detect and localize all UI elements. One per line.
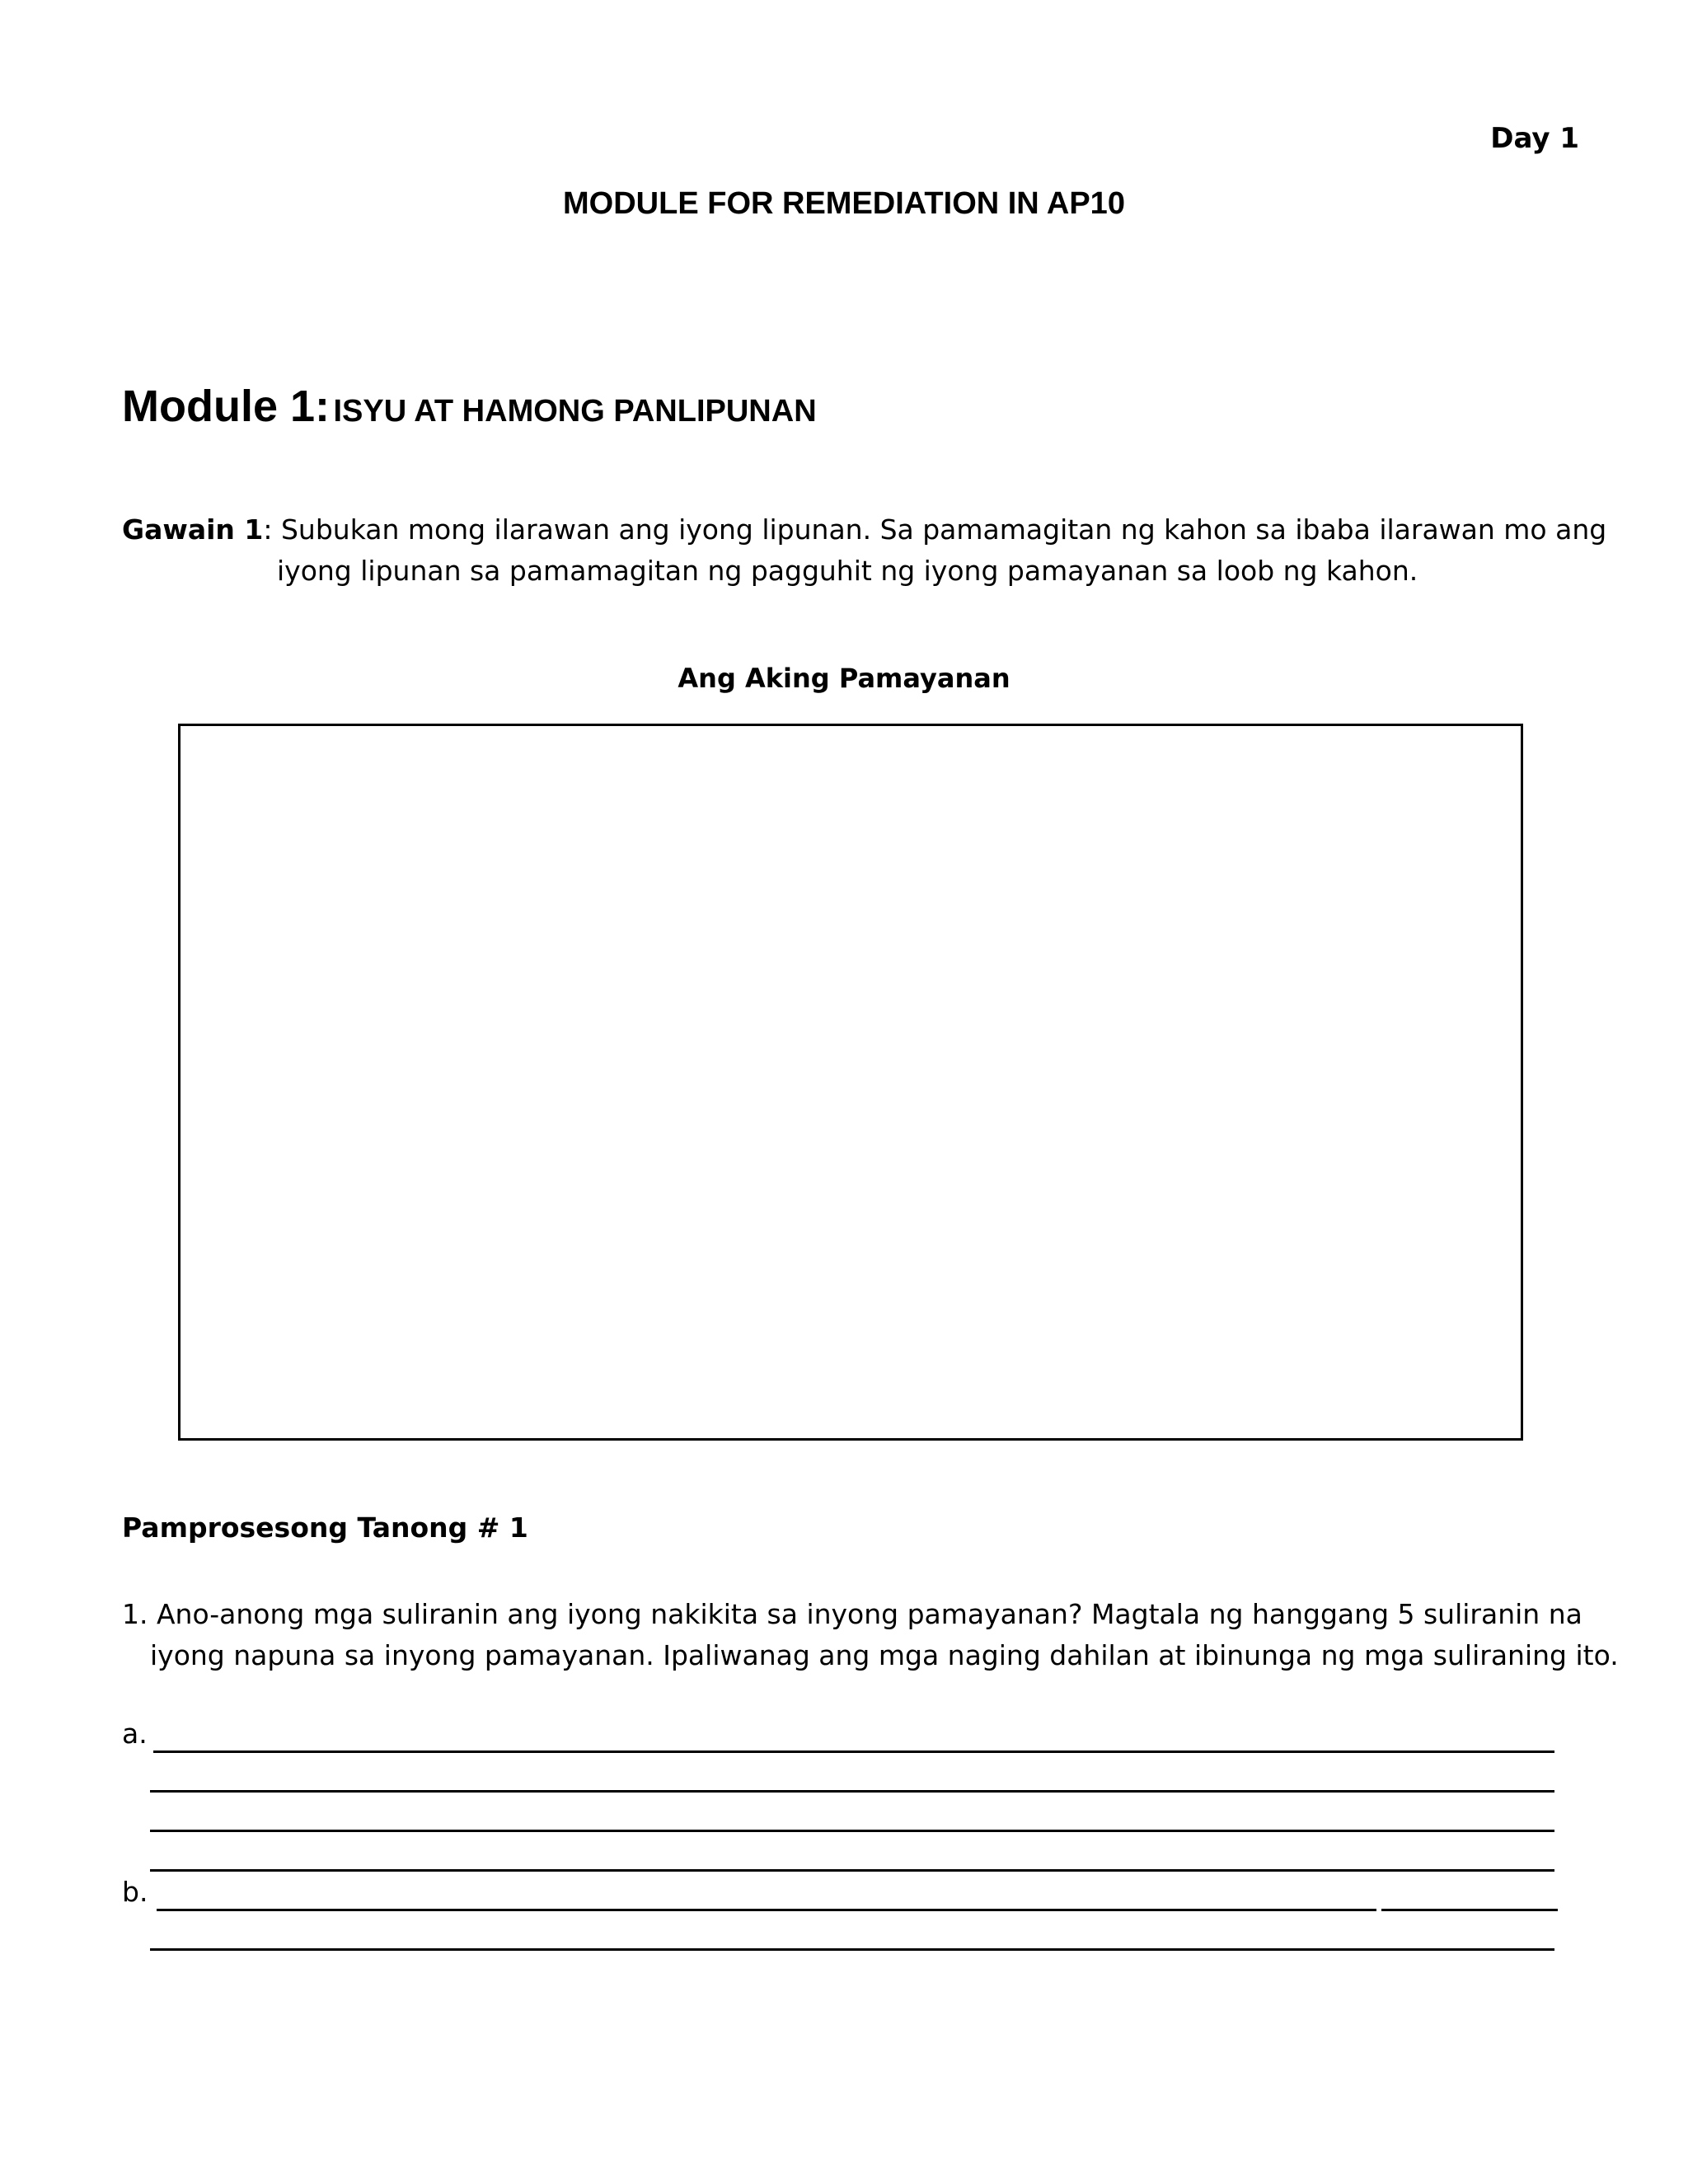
answer-line-a1[interactable]: [153, 1750, 1554, 1753]
module-subtitle: ISYU AT HAMONG PANLIPUNAN: [333, 394, 817, 429]
answer-label-b: b.: [122, 1876, 148, 1908]
question-1-line1: 1. Ano-anong mga suliranin ang iyong nakikita sa inyong pamayanan? Magtala ng hanggang 5 suliranin na: [122, 1598, 1582, 1630]
answer-line-a4[interactable]: [150, 1869, 1554, 1872]
section-heading: Pamprosesong Tanong # 1: [122, 1511, 528, 1544]
gawain-instruction-line1: [122, 509, 1606, 551]
module-heading: [122, 381, 817, 432]
gawain-text-line2: iyong lipunan sa pamamagitan ng pagguhit ng iyong pamayanan sa loob ng kahon.: [277, 555, 1418, 587]
drawing-box-title: Ang Aking Pamayanan: [678, 663, 1010, 694]
gawain-text-line1: : Subukan mong ilarawan ang iyong lipunan. Sa pamamagitan ng kahon sa ibaba ilarawan mo ang: [263, 513, 1607, 546]
drawing-box[interactable]: [178, 724, 1523, 1441]
answer-line-a2[interactable]: [150, 1790, 1554, 1793]
module-label: Module 1:: [122, 382, 330, 431]
question-1-line2: iyong napuna sa inyong pamayanan. Ipaliwanag ang mga naging dahilan at ibinunga ng mga suliraning ito.: [150, 1639, 1619, 1671]
answer-line-b1-extension[interactable]: [1381, 1909, 1558, 1911]
answer-line-a3[interactable]: [150, 1830, 1554, 1832]
page-title: MODULE FOR REMEDIATION IN AP10: [563, 186, 1125, 221]
answer-line-b1[interactable]: [157, 1909, 1376, 1911]
answer-line-b2[interactable]: [150, 1948, 1554, 1951]
answer-label-a: a.: [122, 1718, 148, 1750]
day-label: Day 1: [1490, 122, 1579, 155]
gawain-label: Gawain 1: [122, 513, 264, 546]
